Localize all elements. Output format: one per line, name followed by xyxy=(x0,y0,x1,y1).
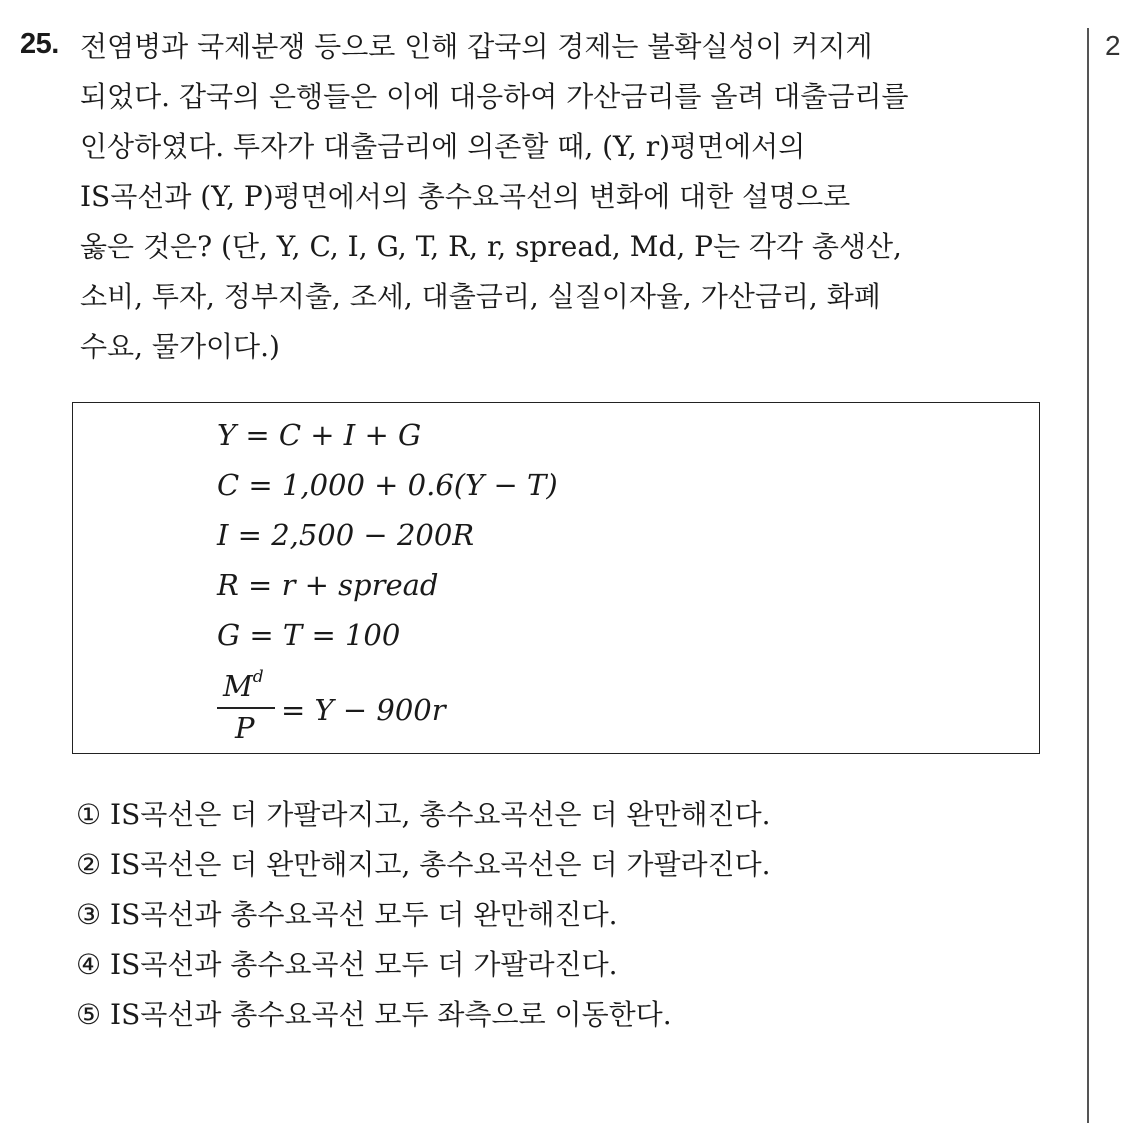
stem-line-3: 인상하였다. 투자가 대출금리에 의존할 때, (Y, r)평면에서의 xyxy=(80,130,806,163)
stem-line-1: 전염병과 국제분쟁 등으로 인해 갑국의 경제는 불확실성이 커지게 xyxy=(80,30,873,63)
question-number: 25. xyxy=(20,28,59,60)
equation-loan-rate: R = r + spread xyxy=(217,568,439,602)
stem-line-4: IS곡선과 (Y, P)평면에서의 총수요곡선의 변화에 대한 설명으로 xyxy=(80,180,851,213)
stem-line-5: 옳은 것은? (단, Y, C, I, G, T, R, r, spread, Md, P는 각각 총생산, xyxy=(80,230,902,263)
fraction-numerator: $M^d$ xyxy=(223,667,264,703)
answer-option-4[interactable]: ④ IS곡선과 총수요곡선 모두 더 가팔라진다. xyxy=(76,948,618,981)
stem-line-6: 소비, 투자, 정부지출, 조세, 대출금리, 실질이자율, 가산금리, 화폐 xyxy=(80,280,881,313)
next-column-fragment: 2 xyxy=(1105,30,1121,61)
equation-investment: I = 2,500 − 200R xyxy=(217,518,475,552)
equation-money-demand-rhs: = Y − 900r xyxy=(281,693,446,727)
answer-option-5[interactable]: ⑤ IS곡선과 총수요곡선 모두 좌측으로 이동한다. xyxy=(76,998,672,1031)
column-divider xyxy=(1087,28,1089,1123)
answer-option-2[interactable]: ② IS곡선은 더 완만해지고, 총수요곡선은 더 가팔라진다. xyxy=(76,848,771,881)
fraction-bar xyxy=(217,707,275,709)
stem-line-2: 되었다. 갑국의 은행들은 이에 대응하여 가산금리를 올려 대출금리를 xyxy=(80,80,909,113)
fraction-denominator: P xyxy=(235,711,255,745)
money-demand-fraction xyxy=(217,665,277,745)
stem-line-7: 수요, 물가이다.) xyxy=(80,330,280,363)
equation-consumption: C = 1,000 + 0.6(Y − T) xyxy=(217,468,558,502)
answer-option-1[interactable]: ① IS곡선은 더 가팔라지고, 총수요곡선은 더 완만해진다. xyxy=(76,798,771,831)
equation-output: Y = C + I + G xyxy=(217,418,422,452)
equation-box xyxy=(72,402,1040,754)
equation-gov-tax: G = T = 100 xyxy=(217,618,401,652)
answer-option-3[interactable]: ③ IS곡선과 총수요곡선 모두 더 완만해진다. xyxy=(76,898,618,931)
